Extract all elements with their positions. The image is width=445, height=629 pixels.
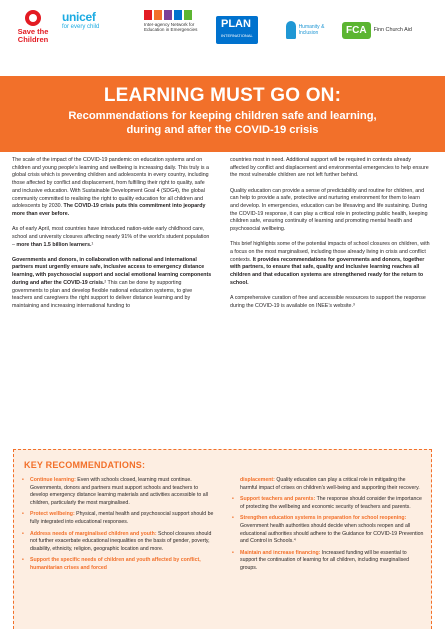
list-item xyxy=(232,496,424,511)
paragraph: Quality education can provide a sense of predictability and routine for children, and can help to provide a safe, protective and nurturing environment for them to learn and develop. In emergencies, education can be lifesaving and life sustaining. During the COVID-19 response, it can play a critical role in protecting public health, keeping children safe, ensuring continuity of learning and promoting mental health and psychosocial wellbeing. xyxy=(230,187,428,233)
hand-icon xyxy=(286,21,296,39)
title-banner xyxy=(0,76,445,152)
paragraph-text: As of early April, most countries have introduced nation-wide early childhood care, school and university closures affecting nearly 91% of the world’s student population – xyxy=(12,226,210,248)
recommendation-heading: Address needs of marginalised children and youth: xyxy=(30,530,157,537)
inee-color-bars-icon xyxy=(144,10,192,20)
unicef-logo xyxy=(62,10,124,50)
recommendation-text: The response should consider the importance of protecting the wellbeing and economic security of teachers and parents. xyxy=(240,496,422,510)
recommendation-heading: displacement: xyxy=(240,477,275,483)
plan-subname: INTERNATIONAL xyxy=(221,33,253,38)
inee-logo xyxy=(144,10,210,50)
recommendation-heading: Support the specific needs of children and youth affected by conflict, humanitarian crises and forced xyxy=(30,557,201,571)
bullet-icon: • xyxy=(22,557,24,564)
list-item xyxy=(22,531,214,554)
partner-logos xyxy=(0,0,445,76)
plan-international-logo xyxy=(216,10,280,50)
key-recommendations-title: KEY RECOMMENDATIONS: xyxy=(24,460,146,470)
body-column-left xyxy=(12,157,212,318)
paragraph-text: This brief highlights some of the potential impacts of school closures on children, with a focus on the most marginalised, including those already living in crisis and conflict contexts. xyxy=(230,241,430,263)
unicef-tagline: for every child xyxy=(62,24,100,30)
fca-mark: FCA xyxy=(342,22,371,39)
save-the-children-logo xyxy=(8,10,58,50)
bullet-icon: • xyxy=(22,511,24,518)
key-recommendations-box xyxy=(13,449,432,629)
page-title: LEARNING MUST GO ON: xyxy=(103,85,342,106)
inee-name: Inter-agency Network for Education in Emergencies xyxy=(144,22,198,32)
recommendation-heading: Strengthen education systems in preparation for school reopening: xyxy=(240,515,407,522)
paragraph: A comprehensive curation of free and accessible resources to support the response during the COVID-19 is available on INEE’s website.³ xyxy=(230,295,426,309)
paragraph-emphasis: more than 1.5 billion learners. xyxy=(16,241,92,248)
save-the-children-name: Save the Children xyxy=(17,27,49,44)
paragraph-emphasis: Governments and donors, in collaboration with national and international partners must urgently ensure safe, inclusive access to emergency distance learning, with psychosocial support and social emotional learning components during and after the COVID-19 crisis. xyxy=(12,256,212,286)
list-item-continuation xyxy=(232,477,424,492)
page-subtitle: Recommendations for keeping children safe and learning, during and after the COVID-19 crisis xyxy=(68,110,377,136)
fca-name: Finn Church Aid xyxy=(373,27,412,33)
unicef-wordmark: unicef xyxy=(62,10,96,24)
finn-church-aid-logo xyxy=(342,10,438,50)
recommendation-text: Government health authorities should decide when schools reopen and all educational authorities should adhere to the Guidance for COVID-19 Prevention and Control in Schools.⁴ xyxy=(240,522,424,545)
recommendation-heading: Support teachers and parents: xyxy=(240,496,316,503)
body-column-right xyxy=(230,157,430,318)
list-item xyxy=(232,515,424,545)
paragraph xyxy=(12,157,212,219)
recommendation-heading: Maintain and increase financing: xyxy=(240,549,321,556)
paragraph-text: The scale of the impact of the COVID-19 pandemic on education systems and on children and young people’s learning and wellbeing is increasing daily. This truly is a global crisis which is preventing children and adolescents in every country, including those affected by conflict and displacement, from fulfilling their right to quality, safe and inclusive education. With Sustainable Development Goal 4 (SDG4), the global community committed to realising the right to quality education for all children and adolescents by 2030. xyxy=(12,157,209,210)
footnote-marker: ¹ xyxy=(91,241,94,248)
recommendation-heading: Protect wellbeing: xyxy=(30,511,75,518)
bullet-icon: • xyxy=(22,477,24,483)
bullet-icon: • xyxy=(232,496,234,503)
paragraph-text: ² This can be done by supporting governments to plan and develop flexible national education systems, to give teachers and caregivers the right support to deliver distance learning and by maintaining and increasing international funding to xyxy=(12,279,193,309)
list-item xyxy=(22,477,214,507)
list-item xyxy=(22,511,214,526)
bullet-icon: • xyxy=(22,530,24,537)
list-item xyxy=(232,550,424,573)
paragraph xyxy=(230,241,430,287)
humanity-inclusion-name: Humanity & Inclusion xyxy=(298,24,325,36)
recommendations-right xyxy=(232,477,424,577)
humanity-inclusion-logo xyxy=(286,10,336,50)
recommendation-text: Even with schools closed, learning must continue. Governments, donors and partners must support schools and teachers to develop emergency distance learning materials and activities accessible to all children, particularly the most marginalised. xyxy=(30,477,208,506)
paragraph xyxy=(12,226,212,249)
bullet-icon: • xyxy=(232,549,234,556)
recommendation-text: School closures should not further exacerbate educational inequalities on the basis of gender, poverty, disability, ethnicity, religion, geographic location and more. xyxy=(30,530,212,552)
plan-wordmark xyxy=(216,16,258,44)
recommendation-heading: Continue learning: xyxy=(30,477,76,483)
paragraph-emphasis: It provides recommendations for governments and donors, together with partners, to ensure that safe, quality and inclusive learning reaches all children and that education systems are strengthened ready for the return to school. xyxy=(230,256,425,286)
recommendation-text: Physical, mental health and psychosocial support should be fully integrated into educational responses. xyxy=(30,511,214,525)
save-the-children-icon xyxy=(25,10,41,26)
recommendation-text: Increased funding will be essential to support the continuation of learning for all children, including marginalised groups. xyxy=(240,549,409,571)
paragraph xyxy=(12,257,212,311)
recommendations-left xyxy=(22,477,214,577)
list-item xyxy=(22,557,214,572)
recommendation-text: Quality education can play a critical role in mitigating the harmful impact of crises on children’s well-being and supporting their recovery. xyxy=(240,477,420,491)
paragraph-emphasis: The COVID-19 crisis puts this commitment into jeopardy more than ever before. xyxy=(12,203,206,217)
bullet-icon: • xyxy=(232,515,234,522)
paragraph: countries most in need. Additional support will be required in contexts already affected by conflict and displacement and environmental emergencies to help ensure the most vulnerable children are not left further behind. xyxy=(230,157,429,179)
plan-name: PLAN xyxy=(221,18,251,30)
